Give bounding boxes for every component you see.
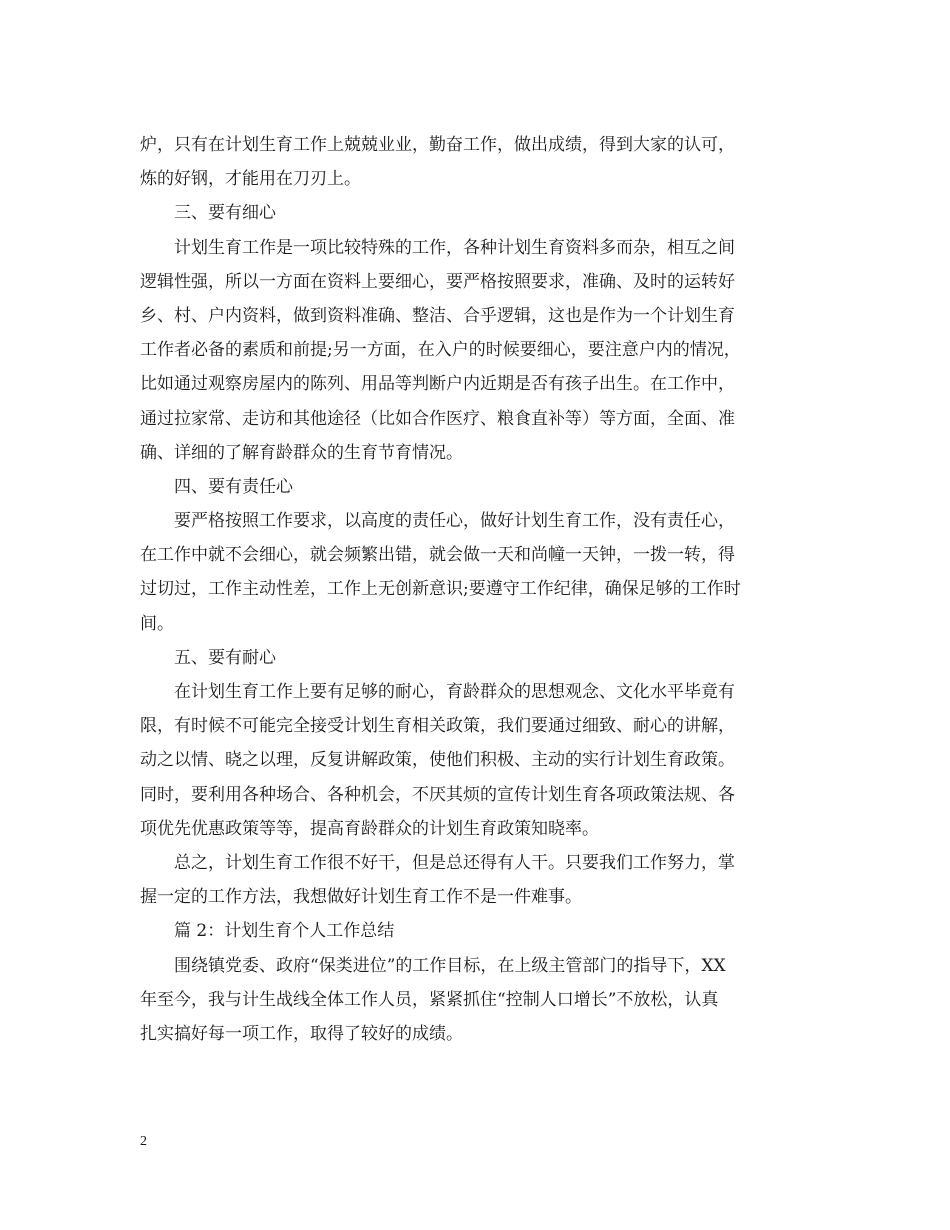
text-line: 年至今，我与计生战线全体工作人员，紧紧抓住“控制人口增长”不放松，认真 — [140, 989, 719, 1010]
text-line: 在工作中就不会细心，就会频繁出错，就会做一天和尚幢一天钟，一拨一转，得 — [140, 545, 735, 566]
text-line: 过切过，工作主动性差，工作上无创新意识;要遵守工作纪律，确保足够的工作时 — [140, 579, 741, 600]
paragraph-first-line: 篇 2：计划生育个人工作总结 — [174, 921, 395, 942]
paragraph-first-line: 五、要有耐心 — [174, 647, 276, 668]
text-line: 确、详细的了解育龄群众的生育节育情况。 — [140, 442, 463, 463]
text-line: 通过拉家常、走访和其他途径（比如合作医疗、粮食直补等）等方面，全面、准 — [140, 408, 735, 429]
text-line: 扎实搞好每一项工作，取得了较好的成绩。 — [140, 1023, 463, 1044]
text-line: 间。 — [140, 613, 174, 634]
text-line: 炉，只有在计划生育工作上兢兢业业，勤奋工作，做出成绩，得到大家的认可， — [140, 135, 735, 155]
text-line: 工作者必备的素质和前提;另一方面，在入户的时候要细心，要注意户内的情况， — [140, 340, 741, 361]
text-line: 握一定的工作方法，我想做好计划生育工作不是一件难事。 — [140, 887, 582, 908]
text-line: 逻辑性强，所以一方面在资料上要细心，要严格按照要求，准确、及时的运转好 — [140, 271, 735, 292]
text-line: 项优先优惠政策等等，提高育龄群众的计划生育政策知晓率。 — [140, 818, 599, 839]
paragraph-first-line: 围绕镇党委、政府“保类进位”的工作目标，在上级主管部门的指导下，XX — [174, 955, 726, 976]
text-line: 比如通过观察房屋内的陈列、用品等判断户内近期是否有孩子出生。在工作中， — [140, 374, 735, 395]
text-line: 乡、村、户内资料，做到资料准确、整洁、合乎逻辑，这也是作为一个计划生育 — [140, 305, 735, 326]
text-line: 限，有时候不可能完全接受计划生育相关政策，我们要通过细致、耐心的讲解， — [140, 716, 735, 737]
paragraph-first-line: 四、要有责任心 — [174, 476, 293, 497]
text-line: 炼的好钢，才能用在刀刃上。 — [140, 169, 361, 190]
paragraph-first-line: 总之，计划生育工作很不好干，但是总还得有人干。只要我们工作努力，掌 — [174, 852, 735, 873]
paragraph-first-line: 三、要有细心 — [174, 203, 276, 224]
paragraph-first-line: 计划生育工作是一项比较特殊的工作，各种计划生育资料多而杂，相互之间 — [174, 237, 735, 258]
document-body — [140, 128, 815, 1051]
page-number: 2 — [140, 1134, 147, 1149]
paragraph-first-line: 在计划生育工作上要有足够的耐心，育龄群众的思想观念、文化水平毕竟有 — [174, 682, 735, 702]
text-line: 同时，要利用各种场合、各种机会，不厌其烦的宣传计划生育各项政策法规、各 — [140, 784, 735, 805]
text-line: 动之以情、晓之以理，反复讲解政策，使他们积极、主动的实行计划生育政策。 — [140, 750, 735, 771]
paragraph-first-line: 要严格按照工作要求，以高度的责任心，做好计划生育工作，没有责任心， — [174, 511, 735, 532]
